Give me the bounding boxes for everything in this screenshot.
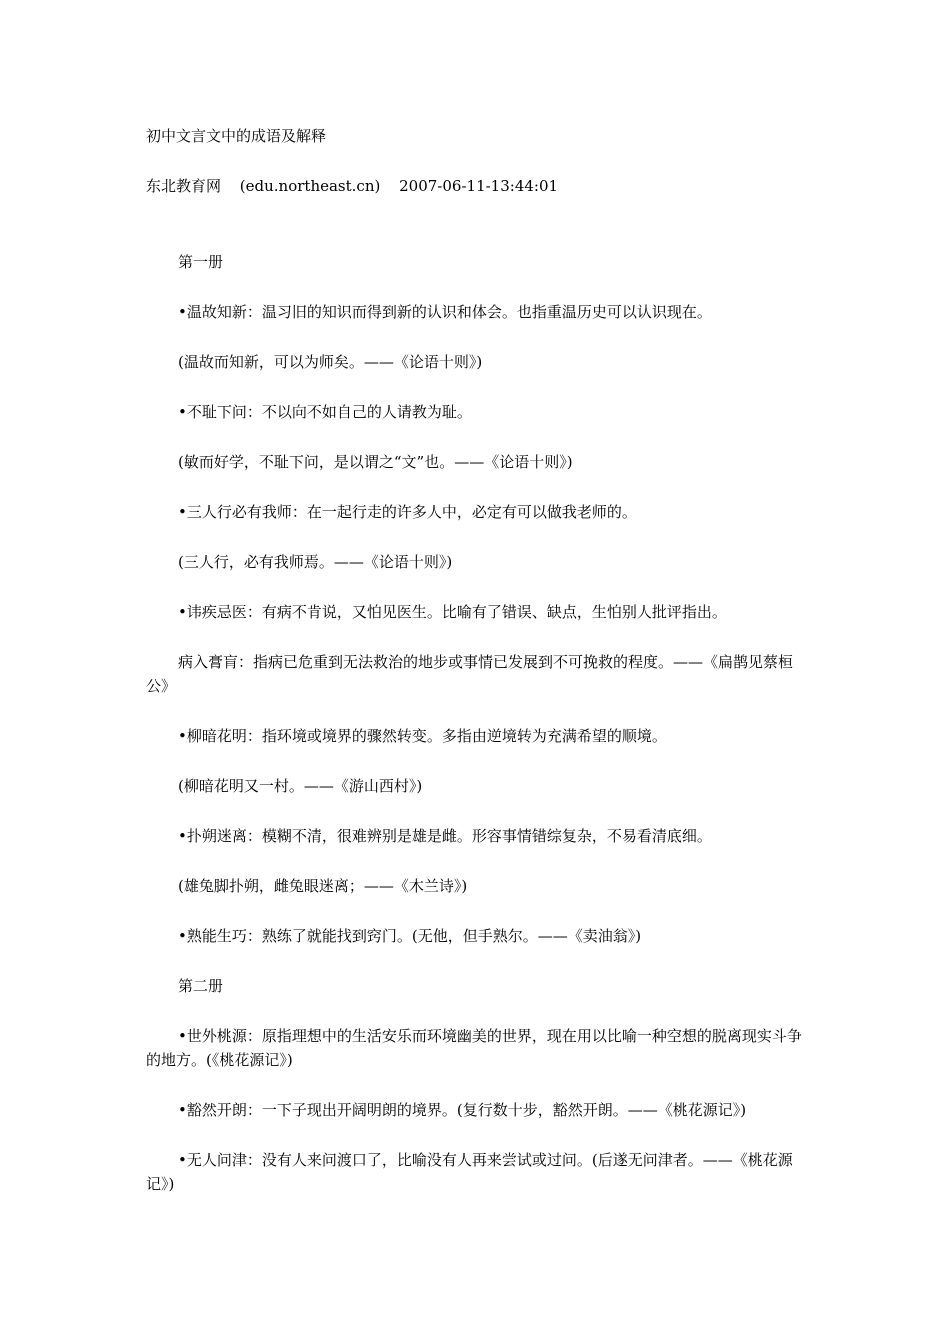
document-title: 初中文言文中的成语及解释 (146, 127, 327, 145)
source-name: 东北教育网 (146, 177, 222, 195)
publish-datetime: 2007-06-11-13:44:01 (399, 177, 559, 195)
idiom-source: (敏而好学，不耻下问，是以谓之“文”也。——《论语十则》) (178, 453, 573, 471)
document-meta (146, 174, 810, 198)
document-page (146, 124, 810, 1222)
document-body (146, 250, 810, 1196)
idiom-entry: •豁然开朗：一下子现出开阔明朗的境界。(复行数十步，豁然开朗。——《桃花源记》) (178, 1101, 747, 1119)
idiom-entry: •柳暗花明：指环境或境界的骤然转变。多指由逆境转为充满希望的顺境。 (178, 727, 667, 745)
idiom-entry: •不耻下问：不以向不如自己的人请教为耻。 (178, 403, 472, 421)
section-heading: 第一册 (178, 253, 224, 271)
idiom-source: (柳暗花明又一村。——《游山西村》) (178, 777, 423, 795)
source-url: (edu.northeast.cn) (239, 177, 381, 195)
idiom-entry: •熟能生巧：熟练了就能找到窍门。(无他，但手熟尔。——《卖油翁》) (178, 927, 642, 945)
idiom-entry: •三人行必有我师：在一起行走的许多人中，必定有可以做我老师的。 (178, 503, 637, 521)
idiom-entry: •温故知新：温习旧的知识而得到新的认识和体会。也指重温历史可以认识现在。 (178, 303, 712, 321)
idiom-entry: 病入膏肓：指病已危重到无法救治的地步或事情已发展到不可挽救的程度。——《扁鹊见蔡桓公》 (146, 653, 794, 695)
idiom-entry: •无人问津：没有人来问渡口了，比喻没有人再来尝试或过问。(后遂无问津者。——《桃花源记》) (146, 1151, 793, 1193)
idiom-entry: •讳疾忌医：有病不肯说，又怕见医生。比喻有了错误、缺点，生怕别人批评指出。 (178, 603, 727, 621)
section-heading: 第二册 (178, 977, 224, 995)
idiom-entry: •扑朔迷离：模糊不清，很难辨别是雄是雌。形容事情错综复杂，不易看清底细。 (178, 827, 712, 845)
idiom-entry: •世外桃源：原指理想中的生活安乐而环境幽美的世界，现在用以比喻一种空想的脱离现实斗争的地方。(《桃花源记》) (146, 1027, 802, 1069)
idiom-source: (三人行，必有我师焉。——《论语十则》) (178, 553, 453, 571)
idiom-source: (温故而知新，可以为师矣。——《论语十则》) (178, 353, 483, 371)
idiom-source: (雄兔脚扑朔，雌兔眼迷离；——《木兰诗》) (178, 877, 468, 895)
